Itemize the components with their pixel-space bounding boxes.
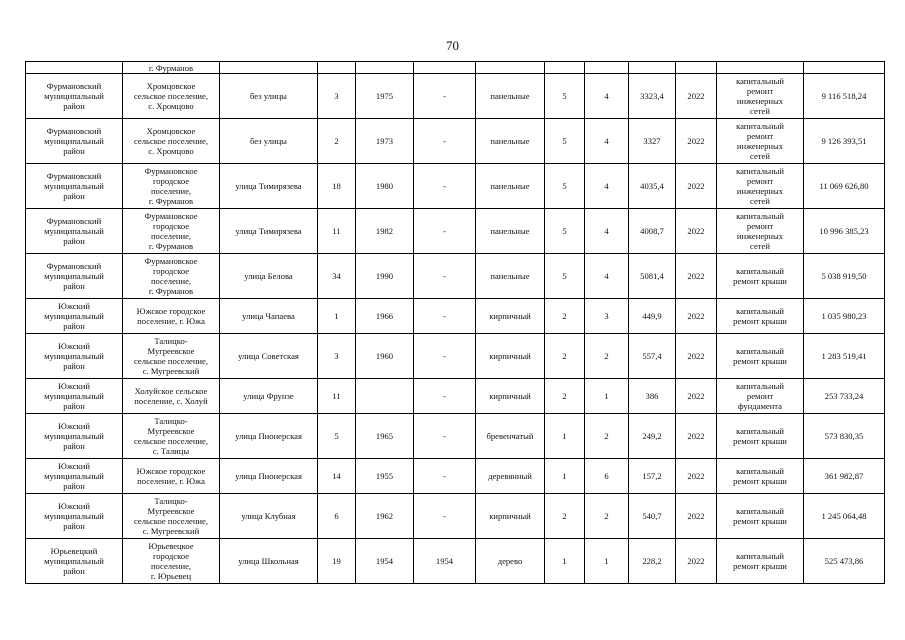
area-cell: 449,9 [629, 299, 676, 334]
street-cell: улица Клубная [220, 494, 318, 539]
table-row [26, 459, 885, 494]
floors-cell: 2 [545, 334, 585, 379]
house-cell [318, 62, 356, 74]
year-built-cell: 1975 [356, 74, 414, 119]
area-cell: 3323,4 [629, 74, 676, 119]
table-row [26, 254, 885, 299]
wall-material-cell: кирпичный [476, 334, 545, 379]
year-reconstructed-cell: - [414, 494, 476, 539]
work-year-cell: 2022 [676, 539, 717, 584]
street-cell: улица Советская [220, 334, 318, 379]
settlement-cell: Южское городское поселение, г. Южа [123, 459, 220, 494]
street-cell: улица Фрунзе [220, 379, 318, 414]
wall-material-cell: панельные [476, 164, 545, 209]
house-cell: 11 [318, 209, 356, 254]
street-cell [220, 62, 318, 74]
year-built-cell: 1982 [356, 209, 414, 254]
table-row [26, 539, 885, 584]
area-cell: 4008,7 [629, 209, 676, 254]
wall-material-cell: деревянный [476, 459, 545, 494]
district-cell: Южский муниципальный район [26, 494, 123, 539]
floors-cell: 5 [545, 74, 585, 119]
work-year-cell: 2022 [676, 459, 717, 494]
year-built-cell [356, 62, 414, 74]
settlement-cell: Фурмановское городское поселение, г. Фурманов [123, 254, 220, 299]
year-reconstructed-cell: - [414, 209, 476, 254]
district-cell: Юрьевецкий муниципальный район [26, 539, 123, 584]
work-year-cell: 2022 [676, 299, 717, 334]
district-cell: Южский муниципальный район [26, 299, 123, 334]
settlement-cell: Талицко- Мугреевское сельское поселение, с. Талицы [123, 414, 220, 459]
district-cell: Фурмановский муниципальный район [26, 254, 123, 299]
cost-cell: 573 830,35 [804, 414, 885, 459]
settlement-cell: Хромцовское сельское поселение, с. Хромцово [123, 74, 220, 119]
work-year-cell: 2022 [676, 334, 717, 379]
year-reconstructed-cell: - [414, 119, 476, 164]
house-cell: 14 [318, 459, 356, 494]
year-built-cell: 1954 [356, 539, 414, 584]
district-cell: Фурмановский муниципальный район [26, 164, 123, 209]
street-cell: улица Пионерская [220, 459, 318, 494]
house-cell: 11 [318, 379, 356, 414]
street-cell: без улицы [220, 74, 318, 119]
table-row [26, 414, 885, 459]
floors-cell: 5 [545, 254, 585, 299]
cost-cell: 361 982,87 [804, 459, 885, 494]
work-type-cell: капитальный ремонт инженерных сетей [717, 74, 804, 119]
wall-material-cell: кирпичный [476, 494, 545, 539]
cost-cell: 525 473,86 [804, 539, 885, 584]
floors-cell: 5 [545, 209, 585, 254]
area-cell: 540,7 [629, 494, 676, 539]
entrances-cell: 3 [585, 299, 629, 334]
entrances-cell: 4 [585, 119, 629, 164]
table-row [26, 299, 885, 334]
district-cell: Южский муниципальный район [26, 414, 123, 459]
cost-cell: 9 116 518,24 [804, 74, 885, 119]
settlement-cell: Талицко- Мугреевское сельское поселение, с. Мугреевский [123, 494, 220, 539]
work-type-cell: капитальный ремонт фундамента [717, 379, 804, 414]
work-year-cell: 2022 [676, 379, 717, 414]
work-year-cell: 2022 [676, 254, 717, 299]
year-built-cell: 1962 [356, 494, 414, 539]
entrances-cell: 2 [585, 494, 629, 539]
year-reconstructed-cell: - [414, 74, 476, 119]
year-reconstructed-cell: - [414, 299, 476, 334]
year-built-cell: 1966 [356, 299, 414, 334]
entrances-cell: 6 [585, 459, 629, 494]
entrances-cell: 1 [585, 539, 629, 584]
floors-cell: 2 [545, 299, 585, 334]
table-row [26, 334, 885, 379]
street-cell: улица Школьная [220, 539, 318, 584]
work-type-cell: капитальный ремонт инженерных сетей [717, 164, 804, 209]
entrances-cell: 4 [585, 74, 629, 119]
floors-cell: 1 [545, 459, 585, 494]
cost-cell: 10 996 385,23 [804, 209, 885, 254]
entrances-cell: 2 [585, 334, 629, 379]
floors-cell [545, 62, 585, 74]
settlement-cell: Южское городское поселение, г. Южа [123, 299, 220, 334]
work-type-cell: капитальный ремонт крыши [717, 254, 804, 299]
work-year-cell: 2022 [676, 164, 717, 209]
street-cell: улица Белова [220, 254, 318, 299]
wall-material-cell [476, 62, 545, 74]
table-row [26, 209, 885, 254]
area-cell: 386 [629, 379, 676, 414]
area-cell: 3327 [629, 119, 676, 164]
work-type-cell: капитальный ремонт крыши [717, 334, 804, 379]
year-reconstructed-cell: - [414, 254, 476, 299]
entrances-cell: 4 [585, 209, 629, 254]
district-cell: Фурмановский муниципальный район [26, 209, 123, 254]
table-row [26, 494, 885, 539]
work-type-cell [717, 62, 804, 74]
work-type-cell: капитальный ремонт крыши [717, 414, 804, 459]
table-row [26, 164, 885, 209]
year-built-cell: 1960 [356, 334, 414, 379]
area-cell: 557,4 [629, 334, 676, 379]
year-built-cell: 1955 [356, 459, 414, 494]
cost-cell: 9 126 393,51 [804, 119, 885, 164]
area-cell: 4035,4 [629, 164, 676, 209]
cost-cell: 253 733,24 [804, 379, 885, 414]
year-built-cell: 1990 [356, 254, 414, 299]
wall-material-cell: бревенчатый [476, 414, 545, 459]
wall-material-cell: панельные [476, 254, 545, 299]
floors-cell: 1 [545, 414, 585, 459]
cost-cell: 11 069 626,80 [804, 164, 885, 209]
work-year-cell [676, 62, 717, 74]
year-reconstructed-cell: - [414, 379, 476, 414]
work-type-cell: капитальный ремонт инженерных сетей [717, 209, 804, 254]
floors-cell: 5 [545, 164, 585, 209]
work-type-cell: капитальный ремонт инженерных сетей [717, 119, 804, 164]
settlement-cell: Фурмановское городское поселение, г. Фурманов [123, 209, 220, 254]
work-year-cell: 2022 [676, 119, 717, 164]
work-year-cell: 2022 [676, 414, 717, 459]
wall-material-cell: дерево [476, 539, 545, 584]
page-number: 70 [446, 38, 459, 53]
house-cell: 19 [318, 539, 356, 584]
work-type-cell: капитальный ремонт крыши [717, 299, 804, 334]
house-cell: 5 [318, 414, 356, 459]
house-cell: 34 [318, 254, 356, 299]
table-row [26, 119, 885, 164]
entrances-cell: 4 [585, 164, 629, 209]
work-year-cell: 2022 [676, 74, 717, 119]
area-cell: 157,2 [629, 459, 676, 494]
year-reconstructed-cell: - [414, 334, 476, 379]
house-cell: 3 [318, 74, 356, 119]
area-cell: 228,2 [629, 539, 676, 584]
wall-material-cell: панельные [476, 119, 545, 164]
street-cell: без улицы [220, 119, 318, 164]
area-cell: 249,2 [629, 414, 676, 459]
settlement-cell: Хромцовское сельское поселение, с. Хромцово [123, 119, 220, 164]
entrances-cell [585, 62, 629, 74]
floors-cell: 5 [545, 119, 585, 164]
settlement-cell: Юрьевецкое городское поселение, г. Юрьевец [123, 539, 220, 584]
cost-cell [804, 62, 885, 74]
entrances-cell: 4 [585, 254, 629, 299]
floors-cell: 1 [545, 539, 585, 584]
street-cell: улица Тимирязева [220, 209, 318, 254]
area-cell: 5081,4 [629, 254, 676, 299]
year-reconstructed-cell: 1954 [414, 539, 476, 584]
year-built-cell: 1980 [356, 164, 414, 209]
work-year-cell: 2022 [676, 209, 717, 254]
wall-material-cell: кирпичный [476, 379, 545, 414]
year-reconstructed-cell: - [414, 164, 476, 209]
settlement-cell: Талицко- Мугреевское сельское поселение, с. Мугреевский [123, 334, 220, 379]
entrances-cell: 1 [585, 379, 629, 414]
district-cell: Южский муниципальный район [26, 334, 123, 379]
house-cell: 6 [318, 494, 356, 539]
district-cell: Фурмановский муниципальный район [26, 74, 123, 119]
year-built-cell: 1965 [356, 414, 414, 459]
work-type-cell: капитальный ремонт крыши [717, 539, 804, 584]
street-cell: улица Тимирязева [220, 164, 318, 209]
house-cell: 3 [318, 334, 356, 379]
district-cell: Южский муниципальный район [26, 459, 123, 494]
work-type-cell: капитальный ремонт крыши [717, 494, 804, 539]
year-reconstructed-cell [414, 62, 476, 74]
settlement-cell: Фурмановское городское поселение, г. Фурманов [123, 164, 220, 209]
cost-cell: 5 038 919,50 [804, 254, 885, 299]
street-cell: улица Чапаева [220, 299, 318, 334]
cost-cell: 1 245 064,48 [804, 494, 885, 539]
floors-cell: 2 [545, 494, 585, 539]
house-cell: 2 [318, 119, 356, 164]
continuation-row [26, 62, 885, 74]
year-reconstructed-cell: - [414, 459, 476, 494]
year-built-cell: 1973 [356, 119, 414, 164]
entrances-cell: 2 [585, 414, 629, 459]
settlement-cell: Холуйское сельское поселение, с. Холуй [123, 379, 220, 414]
year-reconstructed-cell: - [414, 414, 476, 459]
cost-cell: 1 035 980,23 [804, 299, 885, 334]
table-row [26, 379, 885, 414]
table-row [26, 74, 885, 119]
street-cell: улица Пионерская [220, 414, 318, 459]
housing-repair-table [25, 61, 885, 584]
wall-material-cell: кирпичный [476, 299, 545, 334]
district-cell [26, 62, 123, 74]
floors-cell: 2 [545, 379, 585, 414]
area-cell [629, 62, 676, 74]
year-built-cell [356, 379, 414, 414]
settlement-cell: г. Фурманов [123, 62, 220, 74]
wall-material-cell: панельные [476, 209, 545, 254]
wall-material-cell: панельные [476, 74, 545, 119]
cost-cell: 1 283 519,41 [804, 334, 885, 379]
house-cell: 18 [318, 164, 356, 209]
district-cell: Фурмановский муниципальный район [26, 119, 123, 164]
house-cell: 1 [318, 299, 356, 334]
district-cell: Южский муниципальный район [26, 379, 123, 414]
work-year-cell: 2022 [676, 494, 717, 539]
work-type-cell: капитальный ремонт крыши [717, 459, 804, 494]
